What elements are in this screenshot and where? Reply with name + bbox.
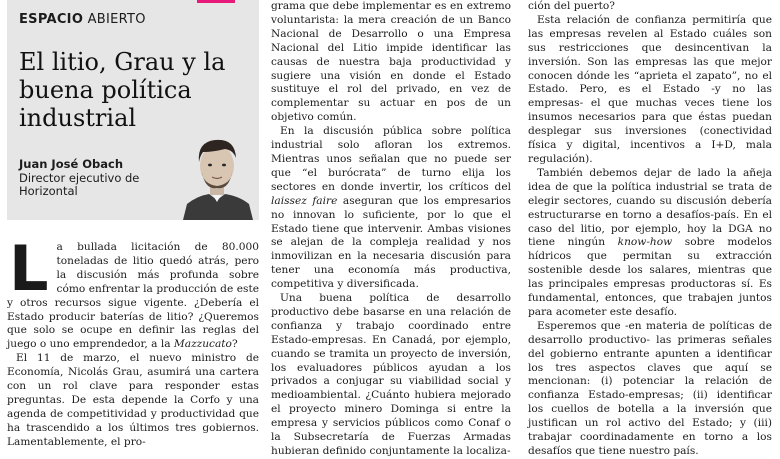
paragraph: grama que debe implementar es en extremo voluntarista: la mera creación de un Banco Nacional de Desarrollo o una Empresa Nacional del Litio impide identificar las causas de nuestra baja productividad y sugiere una visión en donde el Estado sustituye el rol del privado, en vez de complementar su actuar en pos de un objetivo común. — [271, 0, 511, 124]
italic-term: laissez faire — [271, 194, 338, 207]
author-role: Director ejecutivo de Horizontal — [19, 171, 140, 198]
paragraph-text: aseguran que los empresarios no innovan lo suficiente, por lo que el Estado tiene que intervenir. Ambas visiones se alejan de la compleja realidad y nos inmovilizan en la necesaria discusión para tener una economía más productiva, competitiva y diversificada. — [271, 194, 511, 291]
paragraph-text: También debemos dejar de lado la añeja idea de que la política industrial se trata de elegir sectores, cuando su discusión debería estructurarse en torno a desafíos-país. En el caso del litio, por ejemplo, hoy la DGA no tiene ningún — [528, 166, 772, 249]
section-label-light: ABIERTO — [87, 12, 146, 27]
author-portrait — [177, 128, 257, 220]
column-2 — [271, 0, 511, 459]
section-label-bold: ESPACIO — [19, 12, 84, 27]
paragraph-text: En la discusión pública sobre política industrial solo afloran los extremos. Mientras unos señalan que no puede ser que “el burócrata” de turno elija los sectores en donde invertir, los críticos del — [271, 125, 511, 193]
paragraph — [528, 167, 772, 320]
italic-term: Mazzucato — [173, 338, 232, 351]
column-3 — [528, 0, 772, 459]
paragraph — [271, 125, 511, 292]
paragraph: ción del puerto? — [528, 0, 615, 12]
paragraph: Una buena política de desarrollo productivo debe basarse en una relación de confianza y trabajo coordinado entre Estado-empresas. En Canadá, por ejemplo, cuando se tramita un proyecto de inversión, los evaluadores públicos ayudan a los privados a conjugar su viabilidad social y medioambiental. ¿Cuánto hubiera mejorado el proyecto minero Dominga si entre la empresa y servicios públicos como Conaf o la Subsecretaría de Fuerzas Armadas hubieran definido conjuntamente la localiza- — [271, 292, 511, 457]
paragraph-text: sobre modelos hídricos que permitan su extracción sostenible desde los salares, mientras que las principales empresas productoras sí. Es fundamental, entonces, que trabajen juntos para acometer este desafío. — [528, 236, 772, 318]
paragraph: Esperemos que -en materia de políticas de desarrollo productivo- las primeras señales del gobierno entrante apunten a identificar los tres aspectos claves que aquí se mencionan: (i) potenciar la relación de confianza Estado-empresas; (ii) identificar los cuellos de botella a la inversión que justifican un rol activo del Estado; y (iii) trabajar coordinadamente en torno a los desafíos que tiene nuestro país. — [528, 319, 772, 457]
drop-cap: L — [9, 232, 49, 305]
opinion-header — [7, 0, 259, 220]
column-1-body — [7, 232, 259, 450]
section-accent-bar — [197, 0, 235, 3]
paragraph-text: ? — [231, 338, 238, 351]
paragraph: Esta relación de confianza permitiría que las empresas revelen al Estado cuáles son sus restricciones que desincentivan la inversión. Son las empresas las que mejor conocen dónde les “aprieta el zapato”, no el Estado. Pero, es el Estado -y no las empresas- el que muchas veces tiene los insumos necesarios para que éstas puedan desplegar sus inversiones (conectividad física y digital, incentivos a I+D, mala regulación). — [528, 13, 772, 165]
paragraph: El 11 de marzo, el nuevo ministro de Economía, Nicolás Grau, asumirá una cartera con un rol clave para responder estas preguntas. De esta depende la Corfo y una agenda de competitividad y productividad que ha trascendido a los últimos tres gobiernos. Lamentablemente, el pro- — [7, 352, 259, 448]
paragraph-text: a bullada licitación de 80.000 toneladas de litio quedó atrás, pero la discusión más profunda sobre cómo enfrentar la producción de este y otros recursos sigue vigente. ¿Debería el Estado producir baterías de litio? ¿Queremos que solo se ocupe en definir las reglas del juego o uno emprendedor, a la — [7, 241, 259, 351]
section-label — [19, 12, 146, 27]
author-name: Juan José Obach — [19, 157, 124, 171]
article-title: El litio, Grau y la buena política industrial — [19, 48, 226, 132]
italic-term: know-how — [617, 236, 673, 249]
